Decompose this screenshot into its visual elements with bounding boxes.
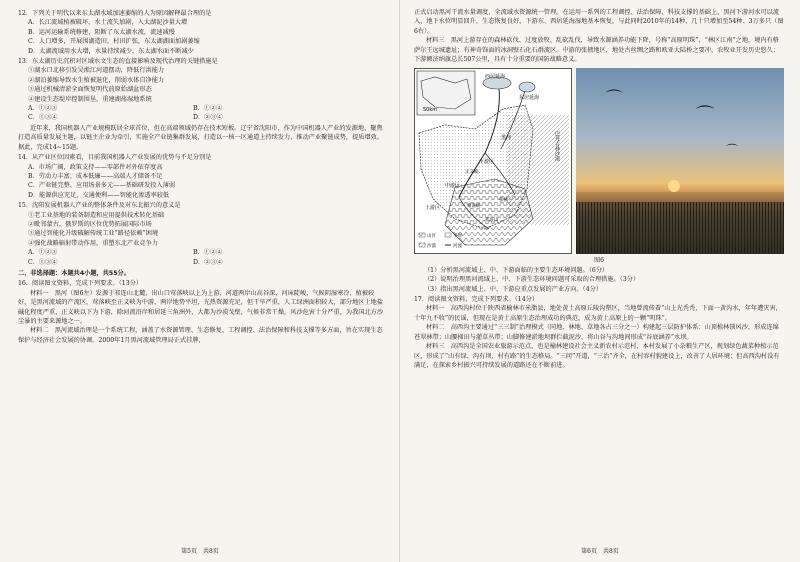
photo-sun (668, 180, 680, 192)
map-label-qilian: 祁连山 (485, 218, 499, 224)
q13-item-3: ③通过机械清淤全面恢复明代前原始湖盆形态 (28, 86, 152, 94)
bird-icon: ⌒ (726, 143, 739, 158)
q15-options-row1 (18, 248, 386, 257)
wetland-sunset-photo (576, 68, 784, 254)
q13-option-d: D．②③④ (193, 114, 223, 122)
figure-caption: 图6 (593, 257, 605, 265)
legend-river: 河流 (453, 244, 462, 250)
q17-stem: 17．阅读图文资料，完成下列要求。（14分） (414, 296, 539, 304)
page-number-right: 第6页 共8页 (581, 547, 619, 555)
q14-stem: 14．从产业区位因素看，目前我国机器人产业发展的优势与不足分别是 (18, 154, 212, 162)
q16-requirement-3: （3）指出黑河流域上、中、下游应重点发展的产业方向。（4分） (424, 285, 603, 293)
section-heading: 二、非选择题：本题共4小题，共55分。 (18, 269, 130, 277)
bird-icon: ⌒ (696, 105, 714, 127)
map-label-river: 黑河 (501, 135, 512, 142)
q15-stem: 15．沈阳发展机器人产业的整体条件及对东北振兴的意义是 (18, 202, 181, 210)
q12-stem: 12．下列关于明代以来东太湖水域加速萎缩的人为原因解释最合理的是 (18, 10, 212, 17)
legend-desert: 沙漠 (427, 244, 436, 250)
q12-option-b: B．运河运输系统修建，阻断了东太湖水流，流速减慢 (28, 28, 175, 36)
map-label-zhengyi: 正义峡 (465, 170, 479, 176)
q13-option-c: C．①③④ (28, 114, 58, 122)
q13-item-2: ②湖泊萎缩导致水生植被退化，削弱水体自净能力 (28, 76, 165, 84)
q16-requirement-1: （1）分析黑河流域上、中、下游面临的主要生态环境问题。（6分） (424, 266, 609, 274)
q13-item-1: ①湖水口北移引发吴淞江河道摆动，降低行洪能力 (28, 67, 165, 75)
q15-item-2: ②毗邻蒙古，俄罗斯的区位优势拓展国际市场 (28, 220, 152, 228)
q16-material-3: 材料三 黑河上游存在的森林砍伐、过度放牧、乱砍乱伐，导致水源涵养功能下降，号称“高原明珠”、“林区江南”之地，境内有格萨尔王远城遗址；有神奇饰面的冰洞壁石化石群流区。中游的张掖地区，地处古丝绸之路和欧亚大陆桥之要冲，农牧业开发历史悠久；下游额济纳旗总长507公里，具有十分重要的国防战略意义。 (414, 37, 780, 64)
q14-option-a: A．市场广阔，政策支持——零部件对外依存度高 (28, 163, 163, 171)
q17-material-3: 材料三 高西沟是全国农业旅游示范点，也是榆林建设社会主义新农村示范村，本村发展了小杂粮生产区，规划绿色蔬菜种植示范区，形成了“山有绿、沟有坝、村有路”的生态格局。“三问”开道，“三治”齐全，在村容村貌建设上，改善了人居环境；但高西沟村没有满足，在探索乡村振兴可持续发展的道路还在不断前进。 (414, 343, 780, 369)
q17-material-2: 材料二 高西沟主要通过“三三制”治理模式（同地、林地、草地各占三分之一）构建起三层防护体系：山顶植林锁风沙，形成连绵苍翠林带；山腰梯田与灌草丛带；山脚修建淤地坝群拦截泥沙，将山谷与沟地间形成“谷底涵养”水坝。 (414, 324, 779, 341)
map-scale-label: 50km (423, 107, 438, 114)
q14-option-c: C．产业链完整、应用场景多元——基础研发投入薄弱 (28, 182, 176, 190)
q14-option-d: D．能源供应充足，交通便利——智能化渗透率较低 (28, 191, 170, 199)
q15-option-a: A．①②③ (28, 249, 58, 257)
q13-option-b: B．①②④ (193, 105, 223, 113)
q12-option-a: A．长江流域植被破坏，水土流失加剧，入太湖泥沙量大增 (28, 19, 188, 27)
map-label-lower: 下游区 (479, 159, 495, 166)
map-label-zhangye: 张掖 (499, 198, 508, 204)
q16-requirement-2: （2）说明治理黑河流域上、中、下游生态环境问题可采取的合理措施。（3分） (424, 276, 640, 284)
legend-plain: 平原 (453, 234, 462, 240)
photo-reeds (576, 202, 784, 254)
q16-material-1: 材料一 黑河（图6左）发源于祁连山北麓，出山口莺落峡以上为上游，河道两岸山高谷深，河床陡峻，气候阴湿寒冷，植被较好，是黑河流域的产流区，莺落峡至正义峡为中游，两岸地势平坦，光热资源充足，但干旱严重，人工绿洲面积较大，部分地区土地盐碱化程度严重，正义峡以下为下游，除河流沿岸和居延三角洲外，大都为沙漠戈壁，气候非常干燥，风沙危害十分严重，为我国北方沙尘暴的主要来源地之一。 (18, 289, 384, 325)
map-label-east-juyan: 东居延海 (519, 95, 540, 102)
q17-material-1: 材料一 高西沟村位于陕西省榆林市米脂县，地处黄土高原丘陵沟壑区，当地曾流传着“山上光秃秃，下面一黄沟水，年年遭灾害，十年九不收”的民谣，但现在是黄土高原生态治理成功的典范，成为黄土高原上的一颗“明珠”。 (414, 305, 782, 322)
q13-option-a: A．①②③ (28, 105, 58, 113)
q15-item-4: ④强化战略辐射带动作用，重塑东北产业竞争力 (28, 239, 158, 247)
map-label-upper: 上游区 (425, 205, 441, 212)
q15-option-b: B．①②④ (193, 249, 223, 257)
q15-options-row2 (18, 258, 386, 267)
legend-mountain: 山区 (427, 234, 436, 240)
map-label-yingluo: 莺落峡 (467, 204, 481, 210)
page-number-left: 第5页 共8页 (181, 547, 219, 555)
map-svg (415, 69, 571, 253)
q13-options-row2 (18, 113, 386, 122)
map-label-badain: 巴丹吉林沙漠 (554, 131, 560, 162)
q15-option-d: D．②③④ (193, 258, 223, 266)
heihe-basin-map (414, 68, 572, 254)
bird-icon: ⌒ (606, 88, 623, 108)
map-label-west-juyan: 西居延海 (485, 74, 506, 81)
q16-material-2-continued: 正式启动黑河干流水量调度，全流域水资源统一管理。在运用一系列的工程调控、法治保障、科技支撑的基础上，黑河下游河水可以流入，地下水位明显回升，生态恢复良好，下游东、西居延海湿地基本恢复，与此同时2010年的14种、几十只增加至54种、3万多只（图6右）。 (414, 9, 784, 35)
q13-item-4: ④建设生态堤岸控制围垦，重建湖荡湿地系统 (28, 95, 152, 103)
page-right (400, 0, 800, 562)
q12-option-d: D．太湖流域用水大增，水量持续减少，东太湖水面不断减少 (28, 47, 194, 55)
q15-item-3: ③通过智能化升级破解传统工业“路径依赖”困境 (28, 230, 159, 238)
figure-6 (414, 68, 784, 254)
q15-option-c: C．①③④ (28, 258, 58, 266)
q14-option-b: B．劳动力丰富、成本低廉——高端人才储备不足 (28, 172, 163, 180)
q16-stem: 16．阅读图文资料，完成下列要求。（13分） (18, 280, 143, 288)
q16-material-2: 材料二 黑河流域治理是一个系统工程，涵盖了水资源管理、生态修复、工程调控、法治保障和科技支撑等多方面，旨在实现生态保护与经济社会发展的协调。2000年1月黑河流域管理局正式挂牌， (18, 327, 383, 344)
map-label-middle: 中游区 (445, 183, 461, 190)
robot-passage: 近年来，我国机器人产业规模跃居全球首位，但在高端领域仍存在技术短板。辽宁省沈阳市，作为中国机器人产业的发源地，聚焦打造高质量发展主题，以链主企业为牵引，实施全产业链集群发展，打造以一核一区通道上持续发力，推动产业聚链成势，提质增效。据此，完成14~15题。 (18, 124, 384, 151)
q13-stem: 13．东太湖历史沉积对区域水文生态的直接影响及现代治理的关键措施是 (18, 58, 218, 66)
q12-option-c: C．人口增多，开展围湖造田，村田扩张，东太湖湖面加剧萎缩 (28, 38, 200, 46)
q13-options-row1 (18, 104, 386, 113)
q15-item-1: ①老工业基地的装备制造和应用提供技术转化基础 (28, 211, 165, 219)
